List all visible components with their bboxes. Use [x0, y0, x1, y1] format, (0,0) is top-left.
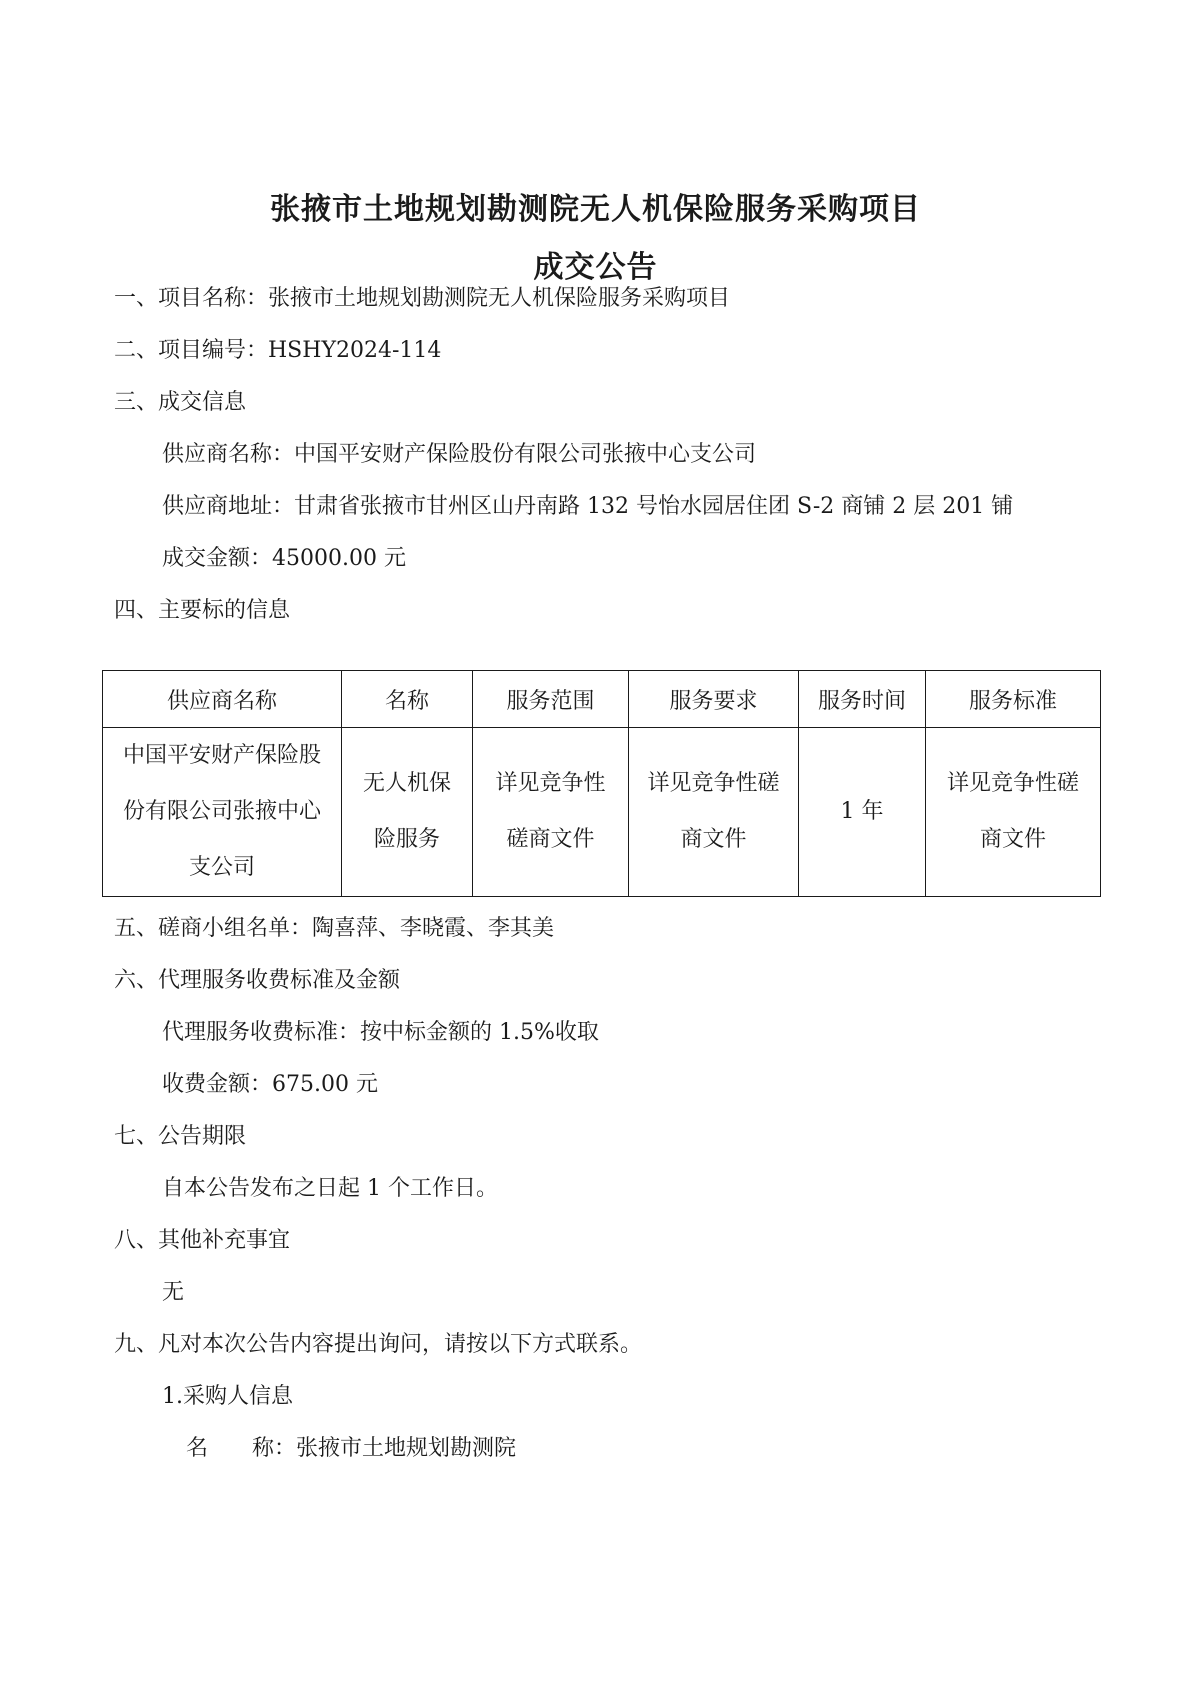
supplier-address-line: 供应商地址：甘肃省张掖市甘州区山丹南路 132 号怡水园居住团 S-2 商铺 2 层 201 铺: [162, 494, 1014, 519]
purchaser-name-label-a: 名: [186, 1436, 209, 1461]
project-name-line: 一、项目名称：张掖市土地规划勘测院无人机保险服务采购项目: [114, 286, 731, 311]
cell-line: 商文件: [979, 827, 1046, 852]
agency-fee-standard-line: 代理服务收费标准：按中标金额的 1.5%收取: [162, 1020, 599, 1045]
agency-fee-heading: 六、代理服务收费标准及金额: [114, 968, 401, 993]
document-subtitle: 成交公告: [533, 250, 658, 285]
cell-line: 商文件: [680, 827, 747, 852]
agency-fee-amount-line: 收费金额：675.00 元: [162, 1072, 378, 1097]
cell-name: [342, 728, 473, 897]
table-header-row: [103, 671, 1101, 728]
purchaser-name-value: 张掖市土地规划勘测院: [296, 1436, 517, 1461]
header-name: 名称: [342, 671, 473, 728]
purchaser-name-line: [186, 1434, 516, 1464]
cell-line: 详见竞争性: [495, 771, 606, 796]
cell-line: 险服务: [373, 827, 440, 852]
deal-amount-line: 成交金额：45000.00 元: [162, 546, 406, 571]
other-matters-text: 无: [162, 1280, 185, 1305]
cell-supplier: [103, 728, 342, 897]
deal-info-heading: 三、成交信息: [114, 390, 247, 415]
header-service-time: 服务时间: [799, 671, 926, 728]
cell-standard: [926, 728, 1101, 897]
cell-scope: [473, 728, 629, 897]
notice-period-text: 自本公告发布之日起 1 个工作日。: [162, 1176, 498, 1201]
document-title: 张掖市土地规划勘测院无人机保险服务采购项目: [270, 192, 921, 227]
purchaser-info-heading: 1.采购人信息: [162, 1384, 293, 1409]
cell-line: 详见竞争性磋: [946, 771, 1079, 796]
header-service-requirement: 服务要求: [629, 671, 799, 728]
panel-members-line: 五、磋商小组名单：陶喜萍、李晓霞、李其美: [114, 916, 555, 941]
header-service-standard: 服务标准: [926, 671, 1101, 728]
purchaser-name-label-b: 称：: [252, 1436, 297, 1461]
other-matters-heading: 八、其他补充事宜: [114, 1228, 291, 1253]
subject-info-heading: 四、主要标的信息: [114, 598, 291, 623]
cell-line: 1 年: [840, 799, 884, 824]
table-row: [103, 728, 1101, 897]
subject-info-table: [102, 670, 1101, 897]
header-supplier-name: 供应商名称: [103, 671, 342, 728]
notice-period-heading: 七、公告期限: [114, 1124, 247, 1149]
cell-line: 无人机保: [362, 771, 451, 796]
supplier-name-line: 供应商名称：中国平安财产保险股份有限公司张掖中心支公司: [162, 442, 757, 467]
cell-line: 中国平安财产保险股: [122, 743, 321, 768]
cell-line: 磋商文件: [506, 827, 595, 852]
cell-requirement: [629, 728, 799, 897]
cell-line: 份有限公司张掖中心: [122, 799, 321, 824]
cell-line: 详见竞争性磋: [647, 771, 780, 796]
header-service-scope: 服务范围: [473, 671, 629, 728]
project-number-line: 二、项目编号：HSHY2024-114: [114, 338, 442, 363]
contact-heading: 九、凡对本次公告内容提出询问，请按以下方式联系。: [114, 1332, 643, 1357]
cell-time: [799, 728, 926, 897]
cell-line: 支公司: [188, 855, 255, 880]
